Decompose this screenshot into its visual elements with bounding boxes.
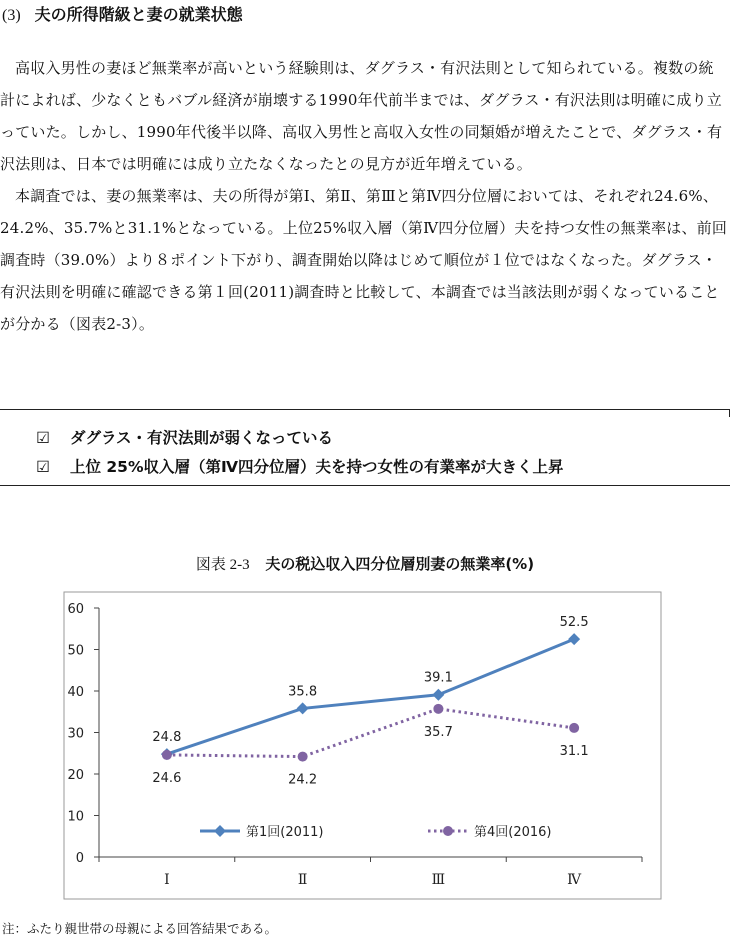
data-label: 35.8 [288, 684, 318, 700]
y-tick-label: 10 [67, 809, 84, 825]
data-label: 52.5 [559, 615, 589, 631]
x-tick-label: Ⅰ [164, 872, 170, 888]
figure-caption: 夫の税込収入四分位層別妻の無業率(%) [265, 555, 535, 573]
section-heading [2, 2, 243, 25]
legend-label: 第1回(2011) [246, 825, 324, 840]
section-number: (3) [2, 7, 21, 24]
footnote: 注：ふたり親世帯の母親による回答結果である。 [2, 921, 278, 936]
y-tick-label: 30 [67, 726, 84, 742]
y-tick-label: 40 [67, 685, 84, 700]
y-tick-label: 20 [67, 768, 84, 783]
summary-item [36, 426, 333, 448]
summary-text: 上位 25%収入層（第Ⅳ四分位層）夫を持つ女性の有業率が大きく上昇 [70, 458, 564, 476]
legend-marker [443, 826, 453, 836]
data-label: 24.2 [288, 772, 318, 788]
body-text [0, 52, 728, 340]
y-tick-label: 50 [67, 643, 84, 659]
data-label: 35.7 [423, 724, 453, 740]
checkbox-icon: ☑ [36, 429, 50, 447]
x-tick-label: Ⅲ [431, 872, 446, 888]
x-tick-label: Ⅱ [297, 872, 308, 888]
summary-item [36, 455, 564, 477]
section-title: 夫の所得階級と妻の就業状態 [34, 5, 243, 24]
data-label: 24.8 [152, 730, 182, 746]
line-chart [0, 585, 730, 910]
data-label: 24.6 [152, 770, 182, 786]
summary-text: ダグラス・有沢法則が弱くなっている [70, 429, 334, 447]
legend-label: 第4回(2016) [474, 825, 552, 840]
y-tick-label: 0 [75, 851, 84, 866]
figure-label: 図表 2-3 [195, 557, 250, 573]
data-label: 31.1 [559, 743, 589, 759]
series-2-point [433, 704, 443, 714]
paragraph: 本調査では、妻の無業率は、夫の所得が第Ⅰ、第Ⅱ、第Ⅲと第Ⅳ四分位層においては、それぞれ24.6%、24.2%、35.7%と31.1%となっている。上位25%収入層（第Ⅳ四分位層）夫を持つ女性の無業率は、前回調査時（39.0%）より８ポイント下がり、調査開始以降はじめて順位が１位ではなくなった。ダグラス・有沢法則を明確に確認できる第１回(2011)調査時と比較して、本調査では当該法則が弱くなっていることが分かる（図表2-3）。 [0, 187, 728, 333]
series-2-point [569, 723, 579, 733]
figure-title [0, 553, 730, 574]
data-label: 39.1 [423, 670, 453, 686]
checkbox-icon: ☑ [36, 458, 50, 476]
y-tick-label: 60 [67, 602, 84, 617]
x-tick-label: Ⅳ [567, 872, 582, 888]
series-2-point [162, 750, 172, 760]
series-2-point [298, 752, 308, 762]
paragraph: 高収入男性の妻ほど無業率が高いという経験則は、ダグラス・有沢法則として知られている。複数の統計によれば、少なくともバブル経済が崩壊する1990年代前半までは、ダグラス・有沢法則は明確に成り立っていた。しかし、1990年代後半以降、高収入男性と高収入女性の同類婚が増えたことで、ダグラス・有沢法則は、日本では明確には成り立たなくなったとの見方が近年増えている。 [0, 59, 723, 173]
summary-box [0, 409, 730, 486]
